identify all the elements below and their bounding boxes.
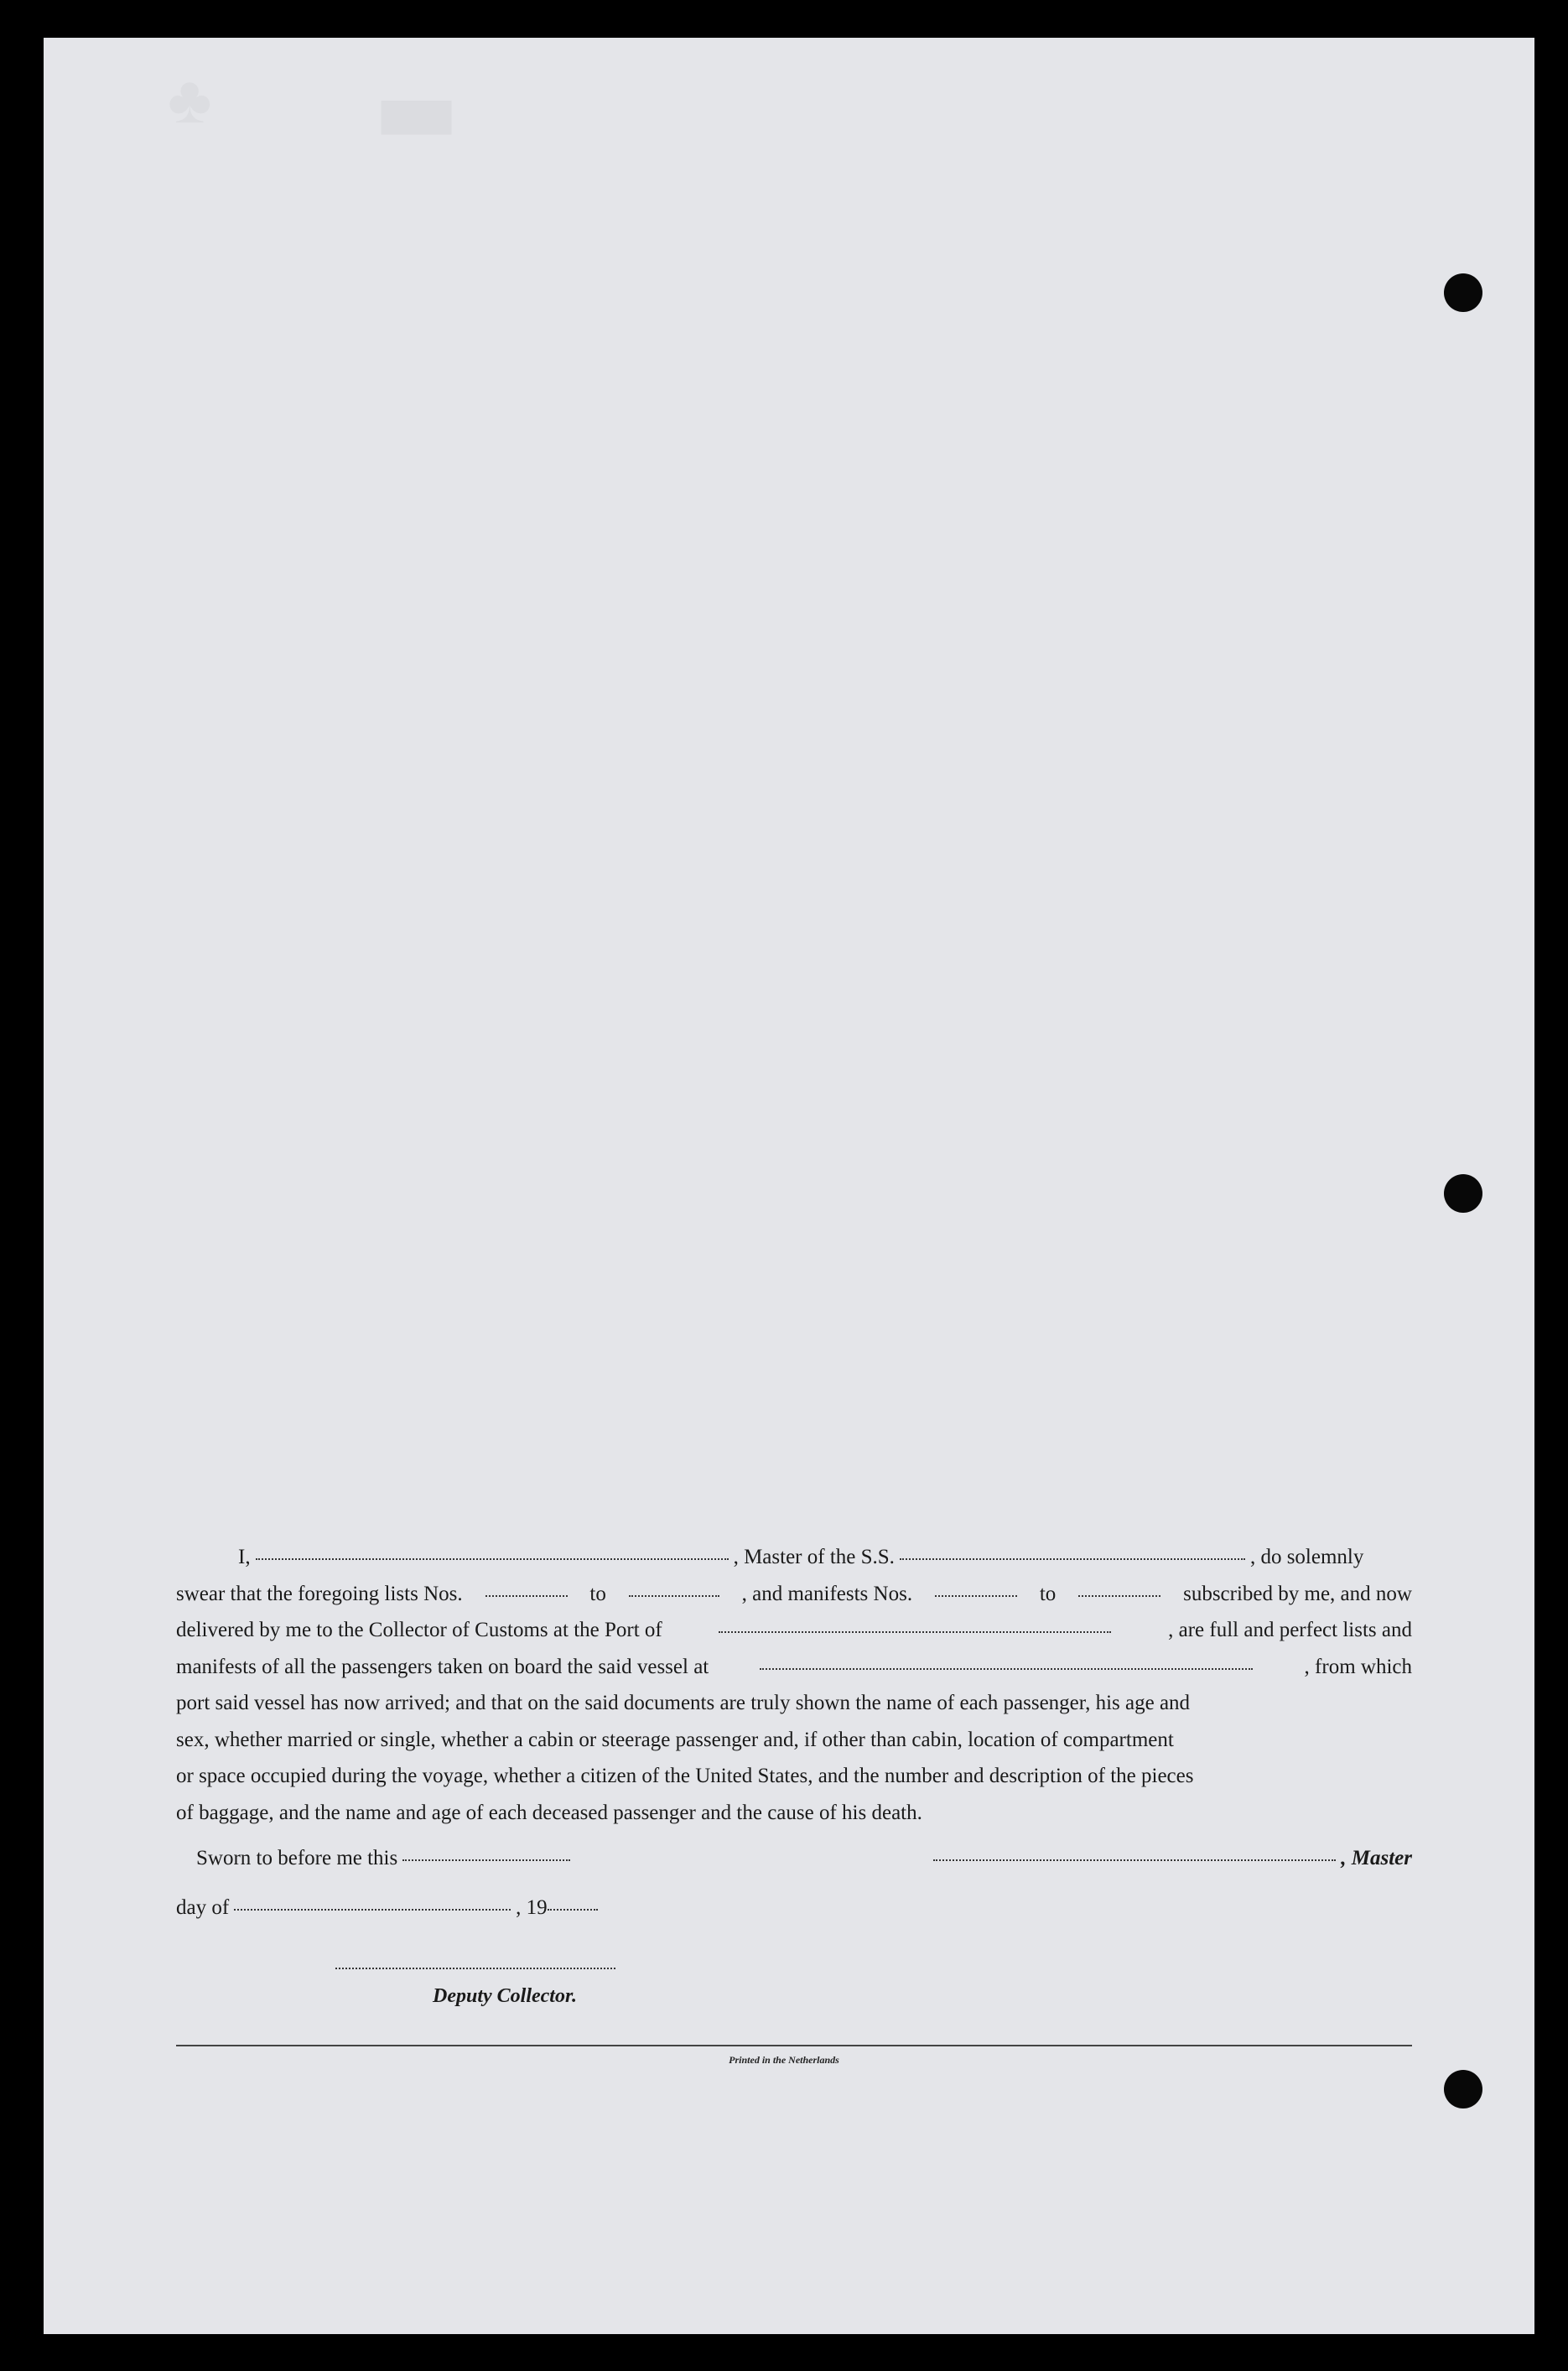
ship-name-field[interactable] (900, 1557, 1245, 1560)
master-oath (176, 1539, 1412, 1831)
manifest-from-field[interactable] (935, 1594, 1017, 1597)
master-name-field[interactable] (256, 1557, 729, 1560)
oath-line-5: port said vessel has now arrived; and that on the said documents are truly shown the name of each passenger, his age and (176, 1692, 1191, 1714)
binder-hole (1444, 273, 1482, 312)
binder-hole (1444, 2070, 1482, 2108)
departure-port-field[interactable] (760, 1667, 1253, 1670)
binder-hole (1444, 1174, 1482, 1213)
oath-line-1: I, , Master of the S.S. , do solemnly (238, 1546, 1364, 1568)
sworn-date-field[interactable] (402, 1859, 570, 1861)
oath-line-2: swear that the foregoing lists Nos. to , and manifests Nos. to subscribed by me, and now (176, 1582, 1412, 1605)
deputy-signature-field[interactable] (335, 1968, 615, 1969)
oath-line-6: sex, whether married or single, whether a cabin or steerage passenger and, if other than cabin, location of compartment (176, 1728, 1174, 1751)
footer-rule (176, 2045, 1412, 2046)
sworn-line: Sworn to before me this , Master (196, 1847, 1412, 1869)
printed-in-label: Printed in the Netherlands (729, 2054, 839, 2066)
day-of-field[interactable] (234, 1908, 511, 1911)
bleed-through-mark: ♣ (168, 64, 212, 138)
list-from-field[interactable] (485, 1594, 568, 1597)
deputy-collector-label: Deputy Collector. (433, 1985, 577, 2007)
oath-line-8: of baggage, and the name and age of each deceased passenger and the cause of his death. (176, 1801, 922, 1824)
list-to-field[interactable] (629, 1594, 719, 1597)
bleed-through-mark: ▮ (372, 92, 475, 143)
master-signature-field[interactable] (933, 1859, 1336, 1861)
year-field[interactable] (548, 1908, 598, 1911)
oath-line-7: or space occupied during the voyage, whether a citizen of the United States, and the number and description of the pieces (176, 1765, 1194, 1787)
manifest-to-field[interactable] (1078, 1594, 1160, 1597)
port-field[interactable] (719, 1630, 1111, 1633)
manifest-sheet (44, 38, 1534, 2334)
oath-line-3: delivered by me to the Collector of Customs at the Port of , are full and perfect lists and (176, 1619, 1412, 1641)
oath-line-4: manifests of all the passengers taken on board the said vessel at , from which (176, 1655, 1412, 1678)
day-of-line: day of , 19 (176, 1896, 1412, 1920)
